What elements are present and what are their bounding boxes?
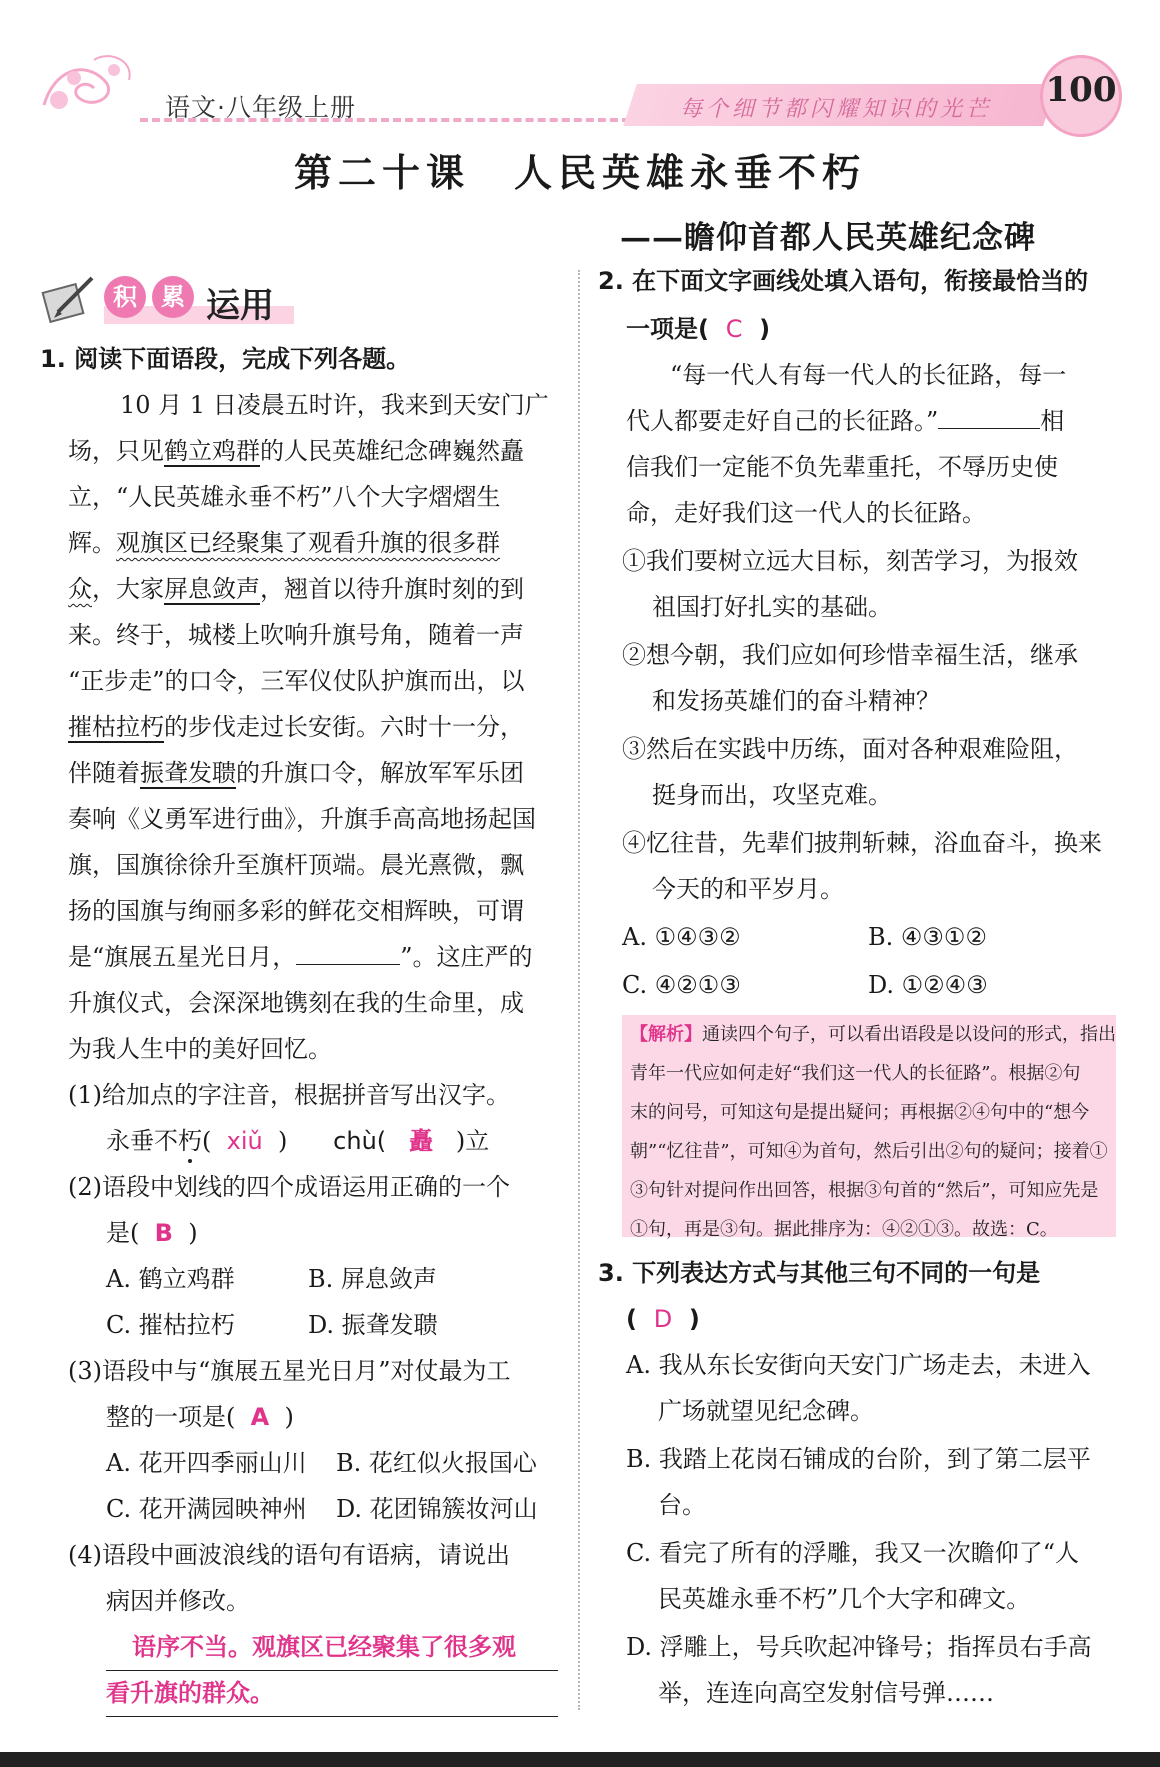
q2-sentence: ④忆往昔，先辈们披荆斩棘，浴血奋斗，换来: [622, 829, 1102, 857]
option: A. 花开四季丽山川: [106, 1449, 307, 1477]
option: D. 振聋发聩: [308, 1311, 438, 1339]
q1-line: 旗，国旗徐徐升至旗杆顶端。晨光熹微，飘: [68, 851, 524, 879]
answer-choice: C: [725, 315, 743, 343]
q1-stem: 1. 阅读下面语段，完成下列各题。: [40, 345, 411, 373]
q2-stem: 2. 在下面文字画线处填入语句，衔接最恰当的: [598, 267, 1089, 295]
q2-sentence: 祖国打好扎实的基础。: [652, 593, 892, 621]
q2-line: 命，走好我们这一代人的长征路。: [626, 499, 986, 527]
lesson-title: 第二十课 人民英雄永垂不朽: [293, 150, 866, 195]
wavy-sentence: 观旗区已经聚集了观看升旗的很多群: [116, 529, 500, 557]
q1-line: 场，只见鹤立鸡群的人民英雄纪念碑巍然矗: [68, 437, 524, 465]
q1-line: “正步走”的口令，三军仪仗队护旗而出，以: [68, 667, 525, 695]
q1-line: 为我人生中的美好回忆。: [68, 1035, 332, 1063]
q3-option: 民英雄永垂不朽”几个大字和碑文。: [658, 1585, 1031, 1613]
q1-sub4: (4)语段中画波浪线的语句有语病，请说出: [68, 1541, 510, 1569]
answer-line: 看升旗的群众。: [106, 1670, 558, 1717]
header-subject: 语文·八年级上册: [165, 93, 356, 122]
option: B. 花红似火报国心: [336, 1449, 537, 1477]
analysis-line: 【解析】通读四个句子，可以看出语段是以设问的形式，指出: [630, 1024, 1116, 1045]
q3-option: 广场就望见纪念碑。: [658, 1397, 874, 1425]
q1-sub4-line: 病因并修改。: [106, 1587, 250, 1615]
q1-line: 伴随着振聋发聩的升旗口令，解放军军乐团: [68, 759, 524, 787]
idiom-4: 振聋发聩: [140, 759, 236, 787]
section-badge-char-1: 积: [104, 276, 146, 318]
fill-blank: [296, 938, 400, 965]
q2-line: 信我们一定能不负先辈重托，不辱历史使: [626, 453, 1058, 481]
pen-book-icon: [40, 272, 98, 324]
answer-choice: B: [154, 1219, 173, 1247]
analysis-line: 朝”“忆往昔”，可知④为首句，然后引出②句的疑问；接着①: [630, 1141, 1108, 1162]
q2-sentence: 挺身而出，攻坚克难。: [652, 781, 892, 809]
q1-sub1-items: 永垂不朽( xiǔ ) chù( 矗 )立: [106, 1127, 490, 1155]
q3-option: 台。: [658, 1491, 706, 1519]
q1-sub2: (2)语段中划线的四个成语运用正确的一个: [68, 1173, 510, 1201]
idiom-1: 鹤立鸡群: [164, 437, 260, 465]
analysis-line: ③句针对提问作出回答，根据③句首的“然后”，可知应先是: [630, 1180, 1099, 1201]
analysis-line: ①句，再是③句。据此排序为：④②①③。故选：C。: [630, 1219, 1058, 1240]
section-badge-char-2: 累: [152, 276, 194, 318]
idiom-3: 摧枯拉朽: [68, 713, 164, 741]
q2-sentence: 今天的和平岁月。: [652, 875, 844, 903]
q1-sub2-answer-line: 是( B ): [106, 1219, 198, 1247]
q1-line: 是“旗展五星光日月， ”。这庄严的: [68, 934, 533, 980]
answer-choice: D: [653, 1305, 673, 1333]
q3-option: C. 看完了所有的浮雕，我又一次瞻仰了“人: [626, 1539, 1080, 1567]
q1-sub3: (3)语段中与“旗展五星光日月”对仗最为工: [68, 1357, 511, 1385]
option: D. 花团锦簇妆河山: [336, 1495, 538, 1523]
answer-choice: A: [250, 1403, 270, 1431]
q1-line: 扬的国旗与绚丽多彩的鲜花交相辉映，可谓: [68, 897, 524, 925]
idiom-2: 屏息敛声: [164, 575, 260, 603]
q2-sentence: ③然后在实践中历练，面对各种艰难险阻，: [622, 735, 1078, 763]
q1-line: 10 月 1 日凌晨五时许，我来到天安门广: [120, 391, 549, 419]
option: C. 摧枯拉朽: [106, 1311, 235, 1339]
q3-option: D. 浮雕上，号兵吹起冲锋号；指挥员右手高: [626, 1633, 1092, 1661]
lesson-subtitle: ——瞻仰首都人民英雄纪念碑: [620, 220, 1036, 256]
option: C. ④②①③: [622, 971, 741, 999]
q3-stem-line: ( D ): [626, 1305, 700, 1333]
q1-sub3-answer-line: 整的一项是( A ): [106, 1403, 294, 1431]
option: A. ①④③②: [622, 923, 741, 951]
fill-blank: [938, 402, 1040, 429]
q1-line: 辉。观旗区已经聚集了观看升旗的很多群: [68, 529, 500, 557]
q1-line: 众，大家屏息敛声，翘首以待升旗时刻的到: [68, 575, 524, 603]
q2-stem-line: 一项是( C ): [626, 315, 771, 343]
analysis-box: [622, 1015, 1116, 1240]
bottom-bar: [0, 1752, 1160, 1767]
page-number: 100: [1045, 70, 1117, 110]
header-dashed-line: [140, 118, 630, 122]
option: C. 花开满园映神州: [106, 1495, 307, 1523]
answer-hanzi: 矗: [409, 1127, 434, 1155]
q1-line: 来。终于，城楼上吹响升旗号角，随着一声: [68, 621, 524, 649]
header-slogan: 每个细节都闪耀知识的光芒: [680, 97, 993, 122]
q3-option: B. 我踏上花岗石铺成的台阶，到了第二层平: [626, 1445, 1091, 1473]
q2-line: 代人都要走好自己的长征路。” 相: [626, 398, 1064, 444]
q2-sentence: ②想今朝，我们应如何珍惜幸福生活，继承: [622, 641, 1078, 669]
q2-line: “每一代人有每一代人的长征路，每一: [670, 361, 1067, 389]
q1-line: 立，“人民英雄永垂不朽”八个大字熠熠生: [68, 483, 501, 511]
column-divider: [578, 270, 580, 1710]
analysis-line: 青年一代应如何走好“我们这一代人的长征路”。根据②句: [630, 1063, 1081, 1084]
section-label: 运用: [206, 286, 274, 326]
q2-sentence: ①我们要树立远大目标，刻苦学习，为报效: [622, 547, 1078, 575]
dotted-char: 朽: [178, 1127, 202, 1155]
option: D. ①②④③: [868, 971, 988, 999]
q3-option: A. 我从东长安街向天安门广场走去，未进入: [626, 1351, 1091, 1379]
q2-sentence: 和发扬英雄们的奋斗精神？: [652, 687, 940, 715]
option: A. 鹤立鸡群: [106, 1265, 235, 1293]
q3-option: 举，连连向高空发射信号弹……: [658, 1679, 994, 1707]
answer-line: 语序不当。观旗区已经聚集了很多观: [106, 1624, 558, 1671]
analysis-line: 末的问号，可知这句是提出疑问；再根据②④句中的“想今: [630, 1102, 1090, 1123]
option: B. ④③①②: [868, 923, 987, 951]
flower-ornament-icon: [34, 50, 144, 120]
q1-line: 升旗仪式，会深深地镌刻在我的生命里，成: [68, 989, 524, 1017]
option: B. 屏息敛声: [308, 1265, 437, 1293]
q3-stem: 3. 下列表达方式与其他三句不同的一句是: [598, 1259, 1041, 1287]
answer-pinyin: xiǔ: [226, 1127, 263, 1155]
q1-line: 奏响《义勇军进行曲》，升旗手高高地扬起国: [68, 805, 536, 833]
q1-line: 摧枯拉朽的步伐走过长安街。六时十一分，: [68, 713, 524, 741]
q1-sub1: (1)给加点的字注音，根据拼音写出汉字。: [68, 1081, 510, 1109]
